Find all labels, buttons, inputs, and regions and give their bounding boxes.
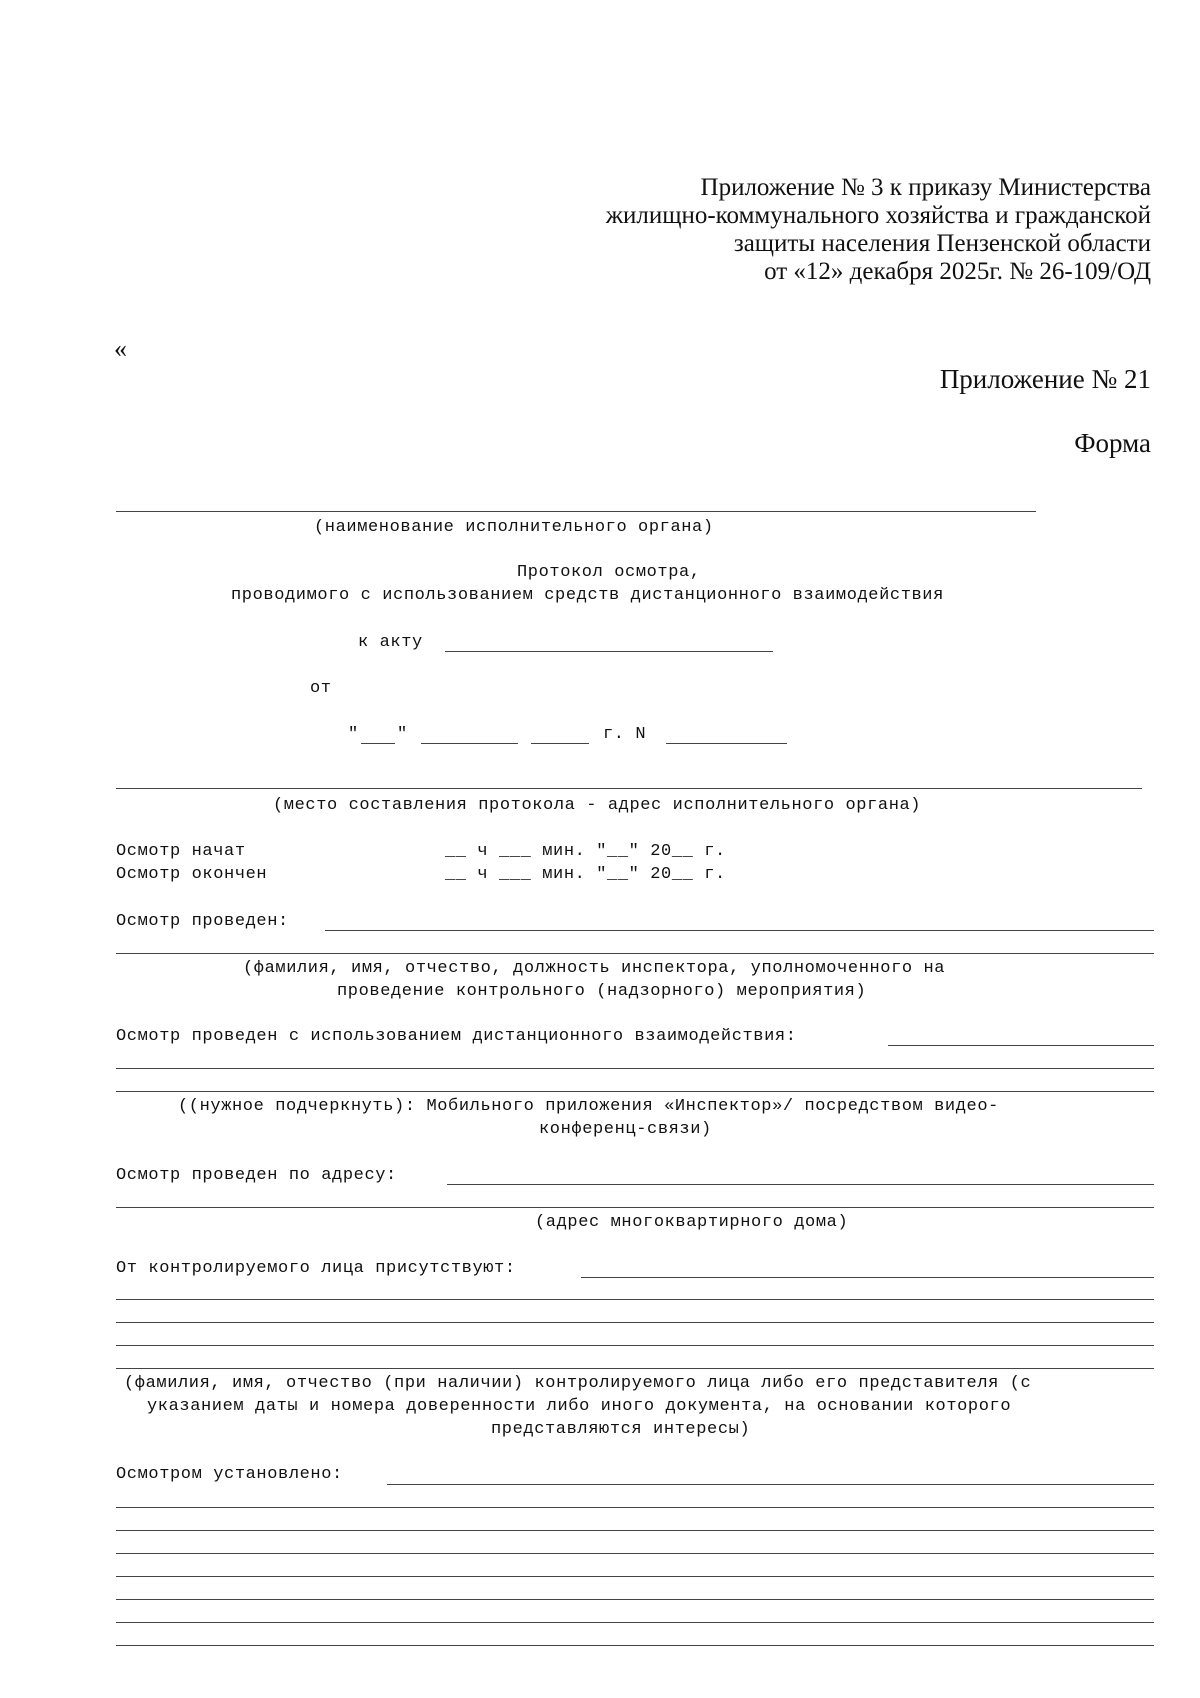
established-line[interactable] — [387, 1484, 1154, 1485]
from-label: от — [310, 679, 332, 698]
conducted-by-caption-2: проведение контрольного (надзорного) мероприятия) — [337, 982, 867, 1001]
established-line-5[interactable] — [116, 1576, 1154, 1577]
protocol-subtitle: проводимого с использованием средств дистанционного взаимодействия — [231, 586, 944, 605]
inspection-ended-time[interactable]: __ ч ___ мин. "__" 20__ г. — [445, 865, 726, 884]
established-label: Осмотром установлено: — [116, 1465, 343, 1484]
present-caption-3: представляются интересы) — [491, 1420, 751, 1439]
place-caption: (место составления протокола - адрес исполнительного органа) — [273, 796, 922, 815]
organ-caption: (наименование исполнительного органа) — [314, 518, 714, 537]
inspection-started-label: Осмотр начат — [116, 842, 246, 861]
appendix-title: Приложение № 21 — [939, 364, 1151, 394]
conducted-by-line-2[interactable] — [116, 953, 1154, 954]
opening-quote: « — [114, 334, 127, 363]
date-quote-open: " — [348, 725, 359, 744]
present-caption-1: (фамилия, имя, отчество (при наличии) контролируемого лица либо его представителя (с — [124, 1374, 1032, 1393]
address-label: Осмотр проведен по адресу: — [116, 1166, 397, 1185]
established-line-4[interactable] — [116, 1553, 1154, 1554]
place-line[interactable] — [116, 788, 1142, 789]
present-caption-2: указанием даты и номера доверенности либо иного документа, на основании которого — [147, 1397, 1012, 1416]
established-line-8[interactable] — [116, 1645, 1154, 1646]
present-line-3[interactable] — [116, 1322, 1154, 1323]
present-line-2[interactable] — [116, 1299, 1154, 1300]
present-line-4[interactable] — [116, 1345, 1154, 1346]
established-line-6[interactable] — [116, 1599, 1154, 1600]
date-month-line[interactable] — [421, 743, 518, 744]
date-quote-close: " — [397, 725, 408, 744]
protocol-number-line[interactable] — [666, 743, 787, 744]
established-line-7[interactable] — [116, 1622, 1154, 1623]
remote-caption-2: конференц-связи) — [539, 1120, 712, 1139]
form-label: Форма — [1074, 428, 1151, 458]
remote-caption-1: ((нужное подчеркнуть): Мобильного приложения «Инспектор»/ посредством видео- — [178, 1097, 999, 1116]
address-line[interactable] — [447, 1184, 1154, 1185]
inspection-started-time[interactable]: __ ч ___ мин. "__" 20__ г. — [445, 842, 726, 861]
to-act-label: к акту — [358, 633, 423, 652]
inspection-ended-label: Осмотр окончен — [116, 865, 268, 884]
date-year-line[interactable] — [531, 743, 589, 744]
conducted-by-caption-1: (фамилия, имя, отчество, должность инспектора, уполномоченного на — [243, 959, 946, 978]
date-day-line[interactable] — [361, 743, 395, 744]
address-caption: (адрес многоквартирного дома) — [535, 1213, 849, 1232]
remote-line-3[interactable] — [116, 1091, 1154, 1092]
present-line-5[interactable] — [116, 1368, 1154, 1369]
remote-line[interactable] — [888, 1045, 1154, 1046]
conducted-by-line[interactable] — [325, 930, 1154, 931]
organ-name-line[interactable] — [116, 511, 1036, 512]
order-reference-line: от «12» декабря 2025г. № 26-109/ОД — [764, 258, 1151, 285]
established-line-3[interactable] — [116, 1530, 1154, 1531]
act-number-line[interactable] — [445, 651, 773, 652]
present-label: От контролируемого лица присутствуют: — [116, 1259, 516, 1278]
remote-line-2[interactable] — [116, 1068, 1154, 1069]
order-reference-line: жилищно-коммунального хозяйства и гражданской — [605, 202, 1151, 229]
protocol-title: Протокол осмотра, — [517, 563, 701, 582]
address-line-2[interactable] — [116, 1207, 1154, 1208]
present-line[interactable] — [581, 1277, 1154, 1278]
remote-label: Осмотр проведен с использованием дистанционного взаимодействия: — [116, 1027, 797, 1046]
order-reference-line: защиты населения Пензенской области — [733, 230, 1151, 257]
order-reference — [606, 174, 1151, 286]
order-reference-line: Приложение № 3 к приказу Министерства — [700, 174, 1151, 201]
established-line-2[interactable] — [116, 1507, 1154, 1508]
year-number-label: г. N — [603, 725, 647, 744]
conducted-by-label: Осмотр проведен: — [116, 912, 289, 931]
